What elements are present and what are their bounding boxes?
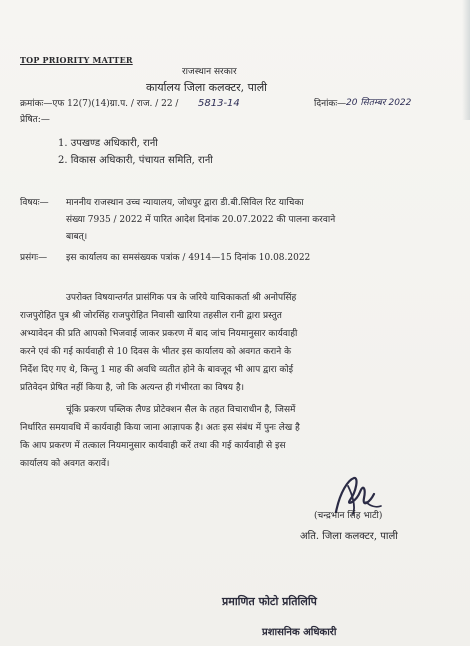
body-line: चूंकि प्रकरण पब्लिक लैण्ड प्रोटेक्शन सैल के तहत विचाराधीन है, जिसमें <box>66 405 296 415</box>
recipient-item: 1. उपखण्ड अधिकारी, रानी <box>58 138 158 149</box>
subject-label: विषयः— <box>20 198 49 208</box>
signatory-designation: अति. जिला कलक्टर, पाली <box>300 531 398 542</box>
subject-line: संख्या 7935 / 2022 में पारित आदेश दिनांक 20.07.2022 की पालना करवाने <box>66 215 336 225</box>
body-line: राजपुरोहित पुत्र श्री जोरसिंह राजपुरोहित निवासी खारिया तहसील रानी द्वारा प्रस्तुत <box>20 311 282 321</box>
reference-text: इस कार्यालय का समसंख्यक पत्रांक / 4914—15 दिनांक 10.08.2022 <box>66 253 311 263</box>
body-line: निर्धारित समयावधि में कार्यवाही किया जाना आज्ञापक है। अतः इस संबंध में पुनः लेख है <box>20 423 300 433</box>
body-line: उपरोक्त विषयान्तर्गत प्रासंगिक पत्र के जरिये याचिकाकर्ता श्री अनोपसिंह <box>66 293 297 303</box>
page-edge-shadow <box>462 0 470 120</box>
subject-line: बाबत्। <box>66 232 88 242</box>
body-line: निर्देश दिए गए थे, किन्तु 1 माह की अवधि व्यतीत होने के बावजूद भी आप द्वारा कोई <box>20 365 294 375</box>
signatory-name: (चन्द्रभान सिंह भाटी) <box>314 511 383 521</box>
reference-label: प्रसंगः— <box>20 253 48 263</box>
office-title: कार्यालय जिला कलक्टर, पाली <box>146 81 268 94</box>
body-line: अभ्यावेदन की प्रति आपको भिजवाई जाकर प्रकरण में बाद जांच नियमानुसार कार्यवाही <box>20 329 298 339</box>
body-line: प्रतिवेदन प्रेषित नहीं किया है, जो कि अत्यन्त ही गंभीरता का विषय है। <box>20 383 245 393</box>
body-line: करने एवं की गई कार्यवाही से 10 दिवस के भीतर इस कार्यालय को अवगत कराने के <box>20 347 292 357</box>
certified-copy-stamp: प्रमाणित फोटो प्रतिलिपि <box>222 595 317 608</box>
govt-name: राजस्थान सरकार <box>182 67 237 77</box>
body-line: कार्यालय को अवगत करावें। <box>20 459 110 469</box>
body-line: कि आप प्रकरण में तत्काल नियमानुसार कार्यवाही करें तथा की गई कार्यवाही से इस <box>20 441 286 451</box>
date-handwritten: 20 सितम्बर 2022 <box>346 98 412 108</box>
officer-stamp: प्रशासनिक अधिकारी <box>262 627 337 638</box>
priority-heading: TOP PRIORITY MATTER <box>20 55 133 65</box>
letter-number-label: क्रमांकः—एफ 12(7)(14)ग्रा.प. / राज. / 22 / <box>20 99 179 109</box>
subject-line: माननीय राजस्थान उच्च न्यायालय, जोधपुर द्वारा डी.बी.सिविल रिट याचिका <box>66 198 304 208</box>
date-label: दिनांकः— <box>314 99 347 109</box>
recipient-item: 2. विकास अधिकारी, पंचायत समिति, रानी <box>58 155 213 166</box>
letter-number-handwritten: 5813-14 <box>198 98 240 109</box>
recipients-label: प्रेषित:— <box>20 115 50 125</box>
